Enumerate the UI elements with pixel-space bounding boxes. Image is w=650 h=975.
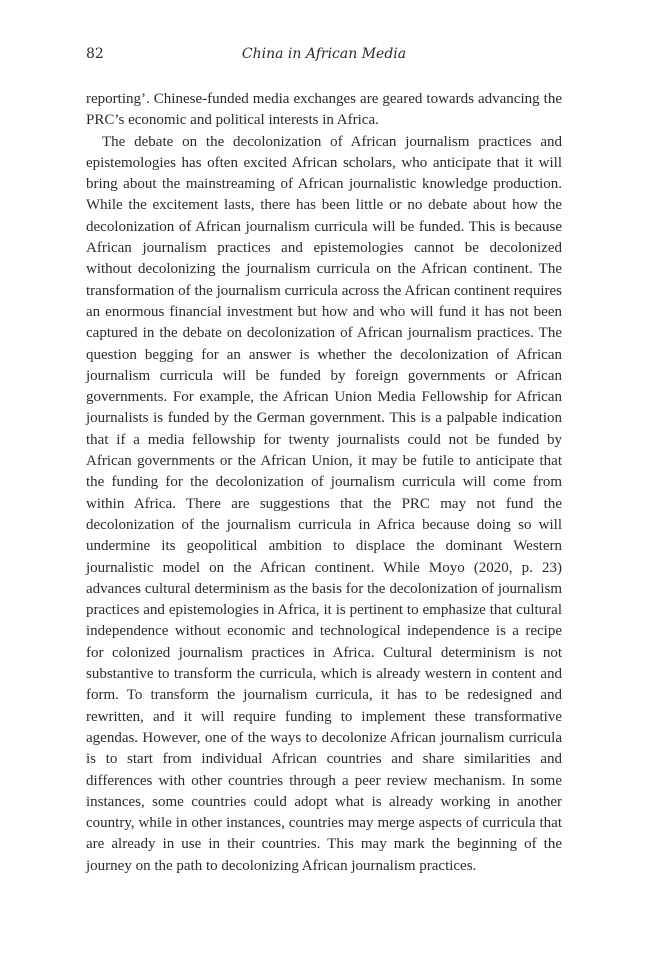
paragraph-continued: reporting’. Chinese-funded media exchanges are geared towards advancing the PRC’s economic and political interests in Africa. [86,91,562,129]
page-header [86,44,562,64]
running-title: China in African Media [241,46,407,62]
paragraph-decolonization: The debate on the decolonization of African journalism practices and epistemologies has often excited African scholars, who anticipate that it will bring about the mainstreaming of African journalistic knowledge production. While the excitement lasts, there has been little or no debate about how the decolonization of African journalism curricula will be funded. This is because African journalism practices and epistemologies cannot be decolonized without decolonizing the journalism curricula on the African continent. The transformation of the journalism curricula across the African continent requires an enormous financial investment but how and who will fund it has not been captured in the debate on decolonization of African journalism practices. The question begging for an answer is whether the decolonization of African journalism curricula will be funded by foreign governments or African governments. For example, the African Union Media Fellowship for African journalists is funded by the German government. This is a palpable indication that if a media fellowship for twenty journalists could not be funded by African governments or the African Union, it may be futile to anticipate that the funding for the decolonization of journalism curricula will come from within Africa. There are suggestions that the PRC may not fund the decolonization of the journalism curricula in Africa because doing so will undermine its geopolitical ambition to displace the dominant Western journalistic model on the African continent. While Moyo (2020, p. 23) advances cultural determinism as the basis for the decolonization of journalism practices and epistemologies in Africa, it is pertinent to emphasize that cultural independence without economic and technological independence is a recipe for colonized journalism practices in Africa. Cultural determinism is not substantive to transform the curricula, which is already western in content and form. To transform the journalism curricula, it has to be redesigned and rewritten, and it will require funding to implement these transformative agendas. However, one of the ways to decolonize African journalism curricula is to start from individual African countries and share similarities and differences with other countries through a peer review mechanism. In some instances, some countries could adopt what is already working in another country, while in other instances, countries may merge aspects of curricula that are already in use in their countries. This may mark the beginning of the journey on the path to decolonizing African journalism practices. [86,133,562,874]
body-text [86,89,562,877]
page-number: 82 [86,46,104,62]
